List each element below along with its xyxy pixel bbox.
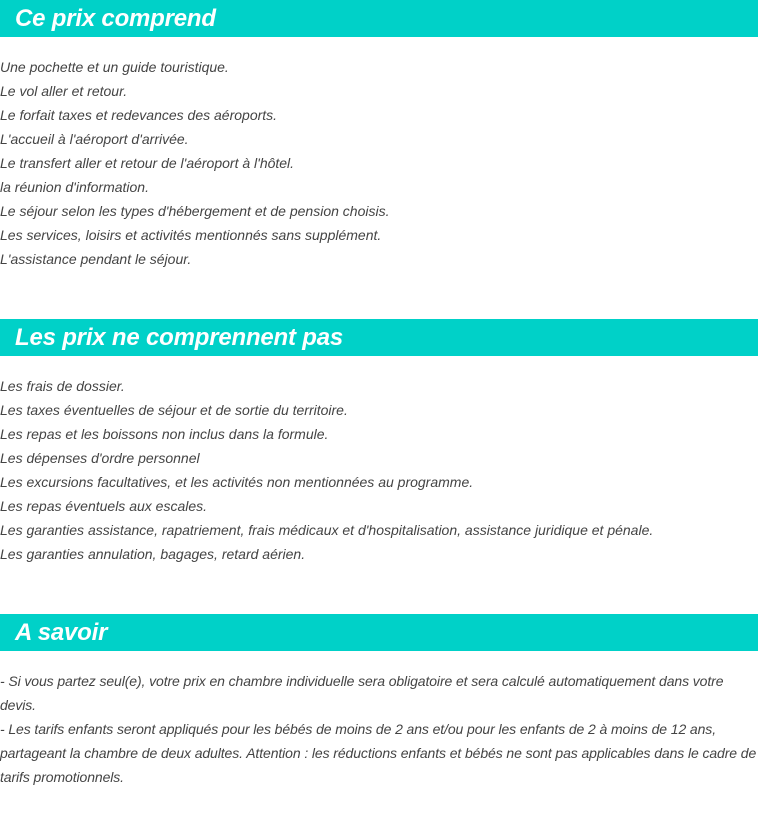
section-header-excluded	[0, 319, 758, 356]
list-item: Les frais de dossier.	[0, 378, 125, 394]
list-item: Les repas et les boissons non inclus dans la formule.	[0, 426, 329, 442]
info-paragraph: - Les tarifs enfants seront appliqués pour les bébés de moins de 2 ans et/ou pour les enfants de 2 à moins de 12 ans, partageant la chambre de deux adultes. Attention : les réductions enfants et bébés ne sont pas applicables dans le cadre de tarifs promotionnels.	[0, 721, 757, 785]
info-paragraph: - Si vous partez seul(e), votre prix en chambre individuelle sera obligatoire et sera calculé automatiquement dans votre devis.	[0, 673, 724, 713]
list-item: Les services, loisirs et activités mentionnés sans supplément.	[0, 227, 382, 243]
excluded-list	[0, 356, 758, 566]
included-list	[0, 37, 758, 271]
section-title-info: A savoir	[15, 618, 108, 646]
section-included	[0, 0, 758, 271]
list-item: Le vol aller et retour.	[0, 83, 128, 99]
section-info	[0, 614, 758, 789]
list-item: Les taxes éventuelles de séjour et de sortie du territoire.	[0, 402, 348, 418]
list-item: Le forfait taxes et redevances des aéroports.	[0, 107, 278, 123]
section-title-excluded: Les prix ne comprennent pas	[15, 323, 344, 351]
info-text	[0, 651, 758, 789]
list-item: L'assistance pendant le séjour.	[0, 251, 192, 267]
section-excluded	[0, 319, 758, 566]
list-item: Les repas éventuels aux escales.	[0, 498, 208, 514]
list-item: Les garanties assistance, rapatriement, frais médicaux et d'hospitalisation, assistance juridique et pénale.	[0, 522, 654, 538]
section-title-included: Ce prix comprend	[15, 4, 216, 32]
list-item: Le séjour selon les types d'hébergement et de pension choisis.	[0, 203, 390, 219]
list-item: Les garanties annulation, bagages, retard aérien.	[0, 546, 306, 562]
list-item: la réunion d'information.	[0, 179, 149, 195]
list-item: Le transfert aller et retour de l'aéroport à l'hôtel.	[0, 155, 295, 171]
section-header-included	[0, 0, 758, 37]
list-item: Les excursions facultatives, et les activités non mentionnées au programme.	[0, 474, 474, 490]
section-header-info	[0, 614, 758, 651]
list-item: Une pochette et un guide touristique.	[0, 59, 229, 75]
list-item: L'accueil à l'aéroport d'arrivée.	[0, 131, 189, 147]
list-item: Les dépenses d'ordre personnel	[0, 450, 200, 466]
